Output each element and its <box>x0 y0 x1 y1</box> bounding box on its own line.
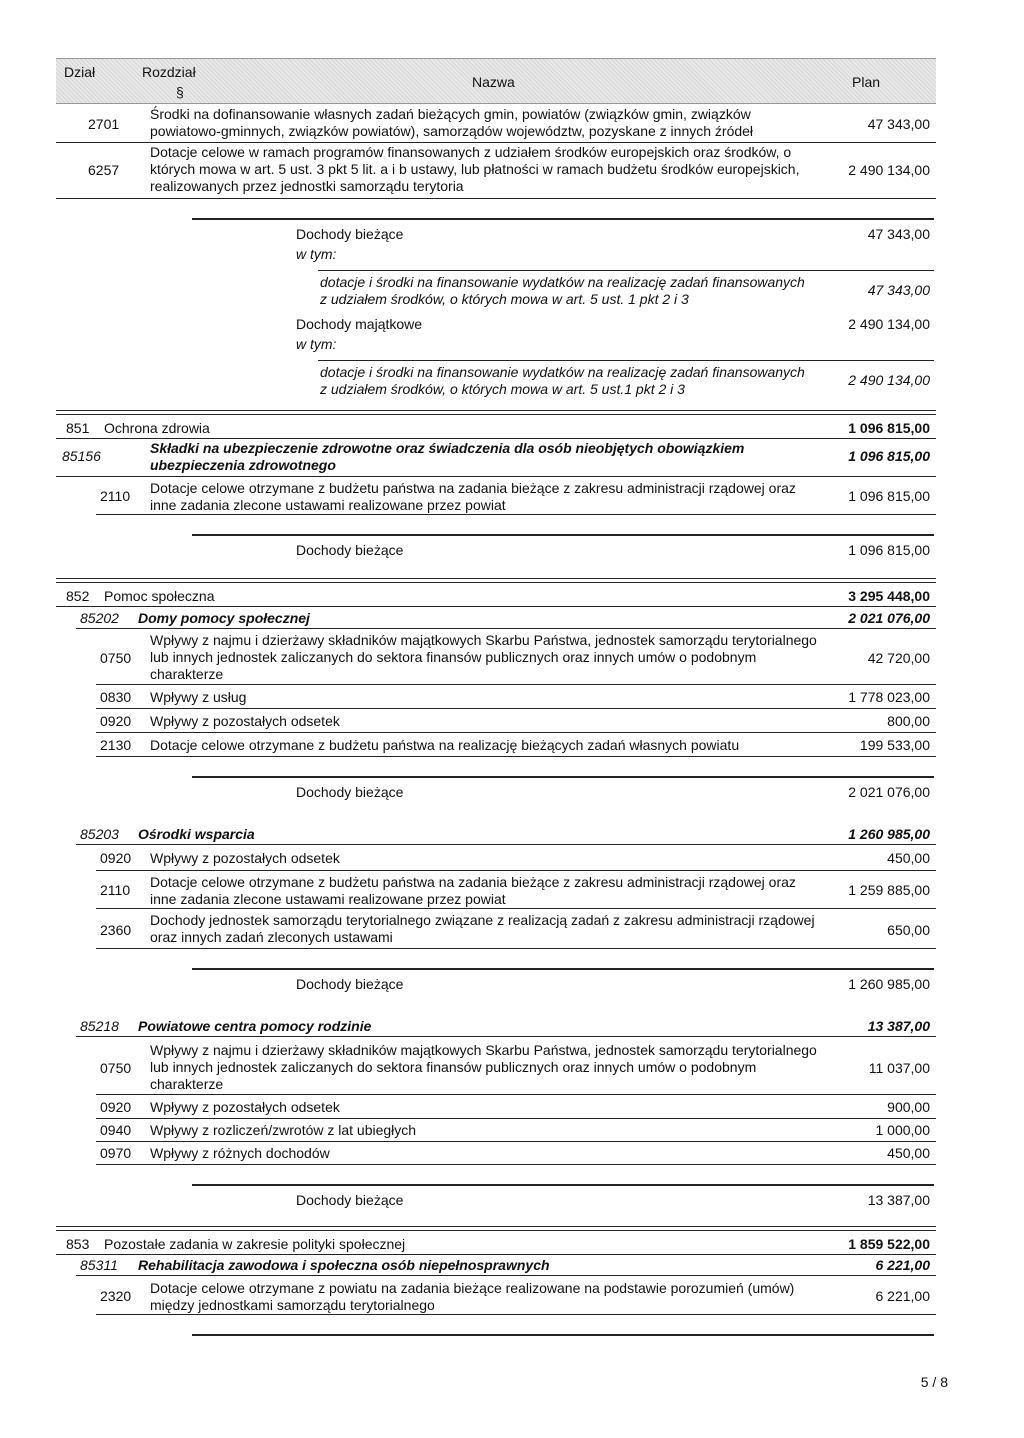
desc-line: lub innych jednostek zaliczanych do sektora finansów publicznych oraz innych umów o podobnym <box>150 1059 757 1075</box>
summary-label: Dochody bieżące <box>296 784 404 800</box>
header-dzial: Dział <box>64 64 96 80</box>
summary-label: Dochody majątkowe <box>296 316 423 332</box>
header-plan: Plan <box>852 74 881 90</box>
section-divider <box>56 582 936 583</box>
row-plan: 47 343,00 <box>867 116 930 132</box>
row-plan: 2 490 134,00 <box>848 162 930 178</box>
row-code: 2320 <box>100 1288 132 1304</box>
row-code: 0920 <box>100 850 132 866</box>
row-divider <box>76 628 936 629</box>
row-divider <box>96 1164 936 1165</box>
row-plan: 1 778 023,00 <box>848 689 930 705</box>
desc-line: inne zadania zlecone ustawami realizowane przez powiat <box>150 891 506 907</box>
row-code: 0920 <box>100 713 132 729</box>
summary-divider <box>318 360 934 361</box>
row-divider <box>56 142 936 143</box>
row-divider <box>96 1094 936 1095</box>
dzial-code: 851 <box>66 420 90 436</box>
row-code: 6257 <box>88 162 120 178</box>
summary-value: 47 343,00 <box>867 226 930 242</box>
section-divider <box>56 410 936 411</box>
rozdzial-plan: 6 221,00 <box>875 1257 930 1273</box>
row-plan: 1 096 815,00 <box>848 488 930 504</box>
row-description <box>150 632 817 683</box>
summary-detail <box>320 274 805 308</box>
rozdzial-name <box>150 440 744 474</box>
header-nazwa: Nazwa <box>472 74 515 90</box>
row-code: 0750 <box>100 1060 132 1076</box>
summary-divider <box>192 534 934 536</box>
desc-line: Dotacje celowe otrzymane z powiatu na zadania bieżące realizowane na podstawie porozumień (umów) <box>150 1280 795 1296</box>
page-number: 5 / 8 <box>920 1374 948 1390</box>
desc-line: Wpływy z najmu i dzierżawy składników majątkowych Skarbu Państwa, jednostek samorządu terytorialnego <box>150 632 817 648</box>
dzial-plan: 1 096 815,00 <box>848 420 930 436</box>
section-divider <box>56 578 936 579</box>
row-divider <box>96 1118 936 1119</box>
row-description <box>150 106 753 140</box>
summary-value: 13 387,00 <box>867 1192 930 1208</box>
summary-wtym: w tym: <box>296 246 337 262</box>
desc-line: charakterze <box>150 666 224 682</box>
row-code: 0970 <box>100 1145 132 1161</box>
row-divider <box>96 948 936 949</box>
row-code: 2110 <box>100 882 131 898</box>
summary-detail <box>320 364 805 398</box>
desc-line: których mowa w art. 5 ust. 3 pkt 5 lit. a i b ustawy, lub płatności w ramach budżetu środków europejskich, <box>150 161 800 177</box>
row-divider <box>96 908 936 909</box>
row-plan: 1 000,00 <box>875 1122 930 1138</box>
summary-detail-value: 2 490 134,00 <box>848 372 930 388</box>
row-plan: 42 720,00 <box>867 650 930 666</box>
row-code: 2110 <box>100 488 131 504</box>
summary-divider <box>192 776 934 778</box>
row-plan: 450,00 <box>887 1145 930 1161</box>
detail-line: z udziałem środków, o których mowa w art. 5 ust. 1 pkt 2 i 3 <box>320 291 689 307</box>
row-description <box>150 144 799 195</box>
summary-wtym: w tym: <box>296 336 337 352</box>
row-description <box>150 480 796 514</box>
desc-line: lub innych jednostek zaliczanych do sektora finansów publicznych oraz innych umów o podobnym <box>150 649 757 665</box>
row-divider <box>56 476 936 477</box>
row-plan: 1 259 885,00 <box>848 882 930 898</box>
row-code: 2360 <box>100 922 132 938</box>
row-description: Wpływy z usług <box>150 689 247 705</box>
desc-line: między jednostkami samorządu terytorialnego <box>150 1297 435 1313</box>
row-code: 2701 <box>88 116 120 132</box>
row-divider <box>56 1254 936 1255</box>
summary-value: 2 021 076,00 <box>848 784 930 800</box>
row-divider <box>76 1036 936 1037</box>
row-description <box>150 1280 794 1314</box>
dzial-code: 852 <box>66 588 90 604</box>
dzial-plan: 3 295 448,00 <box>848 588 930 604</box>
rozdzial-name: Domy pomocy społecznej <box>138 610 310 626</box>
summary-value: 1 260 985,00 <box>848 976 930 992</box>
row-plan: 6 221,00 <box>875 1288 930 1304</box>
row-description: Dotacje celowe otrzymane z budżetu państwa na realizację bieżących zadań własnych powiatu <box>150 737 740 753</box>
section-divider <box>56 414 936 415</box>
row-divider <box>56 438 936 439</box>
row-divider <box>96 1314 936 1315</box>
header-paragraf: § <box>176 84 184 100</box>
row-description: Wpływy z pozostałych odsetek <box>150 713 340 729</box>
dzial-name: Pomoc społeczna <box>104 588 215 604</box>
rozdzial-plan: 2 021 076,00 <box>848 610 930 626</box>
summary-label: Dochody bieżące <box>296 226 404 242</box>
summary-divider <box>192 968 934 970</box>
rozdzial-name: Rehabilitacja zawodowa i społeczna osób niepełnosprawnych <box>138 1257 550 1273</box>
desc-line: Wpływy z najmu i dzierżawy składników majątkowych Skarbu Państwa, jednostek samorządu terytorialnego <box>150 1042 817 1058</box>
summary-detail-value: 47 343,00 <box>867 282 930 298</box>
desc-line: Dotacje celowe otrzymane z budżetu państwa na zadania bieżące z zakresu administracji rządowej oraz <box>150 480 796 496</box>
summary-label: Dochody bieżące <box>296 1192 404 1208</box>
summary-divider <box>192 218 934 220</box>
rozdzial-code: 85156 <box>62 448 101 464</box>
summary-label: Dochody bieżące <box>296 542 404 558</box>
rozdzial-code: 85203 <box>80 826 119 842</box>
desc-line: inne zadania zlecone ustawami realizowane przez powiat <box>150 497 506 513</box>
row-divider <box>96 732 936 733</box>
header-rozdzial: Rozdział <box>142 64 196 80</box>
row-divider <box>56 606 936 607</box>
desc-line: Dochody jednostek samorządu terytorialnego związane z realizacją zadań z zakresu administracji rządowej <box>150 912 815 928</box>
dzial-code: 853 <box>66 1236 90 1252</box>
desc-line: Dotacje celowe w ramach programów finansowanych z udziałem środków europejskich oraz środków, o <box>150 144 792 160</box>
row-plan: 650,00 <box>887 922 930 938</box>
row-divider <box>96 708 936 709</box>
desc-line: realizowanych przez jednostki samorządu terytoria <box>150 178 464 194</box>
desc-line: charakterze <box>150 1076 224 1092</box>
row-plan: 450,00 <box>887 850 930 866</box>
summary-value: 2 490 134,00 <box>848 316 930 332</box>
row-code: 0830 <box>100 689 132 705</box>
summary-value: 1 096 815,00 <box>848 542 930 558</box>
summary-divider <box>192 1334 934 1336</box>
dzial-name: Ochrona zdrowia <box>104 420 210 436</box>
section-divider <box>56 1226 936 1227</box>
desc-line: Środki na dofinansowanie własnych zadań bieżących gmin, powiatów (związków gmin, związków <box>150 106 751 122</box>
row-divider <box>96 684 936 685</box>
dzial-plan: 1 859 522,00 <box>848 1236 930 1252</box>
summary-divider <box>192 1184 934 1186</box>
rozdzial-plan: 1 260 985,00 <box>848 826 930 842</box>
row-description: Wpływy z pozostałych odsetek <box>150 1099 340 1115</box>
desc-line: powiatowo-gminnych, związków powiatów), samorządów województw, pozyskane z innych źródeł <box>150 123 754 139</box>
row-divider <box>96 870 936 871</box>
desc-line: Składki na ubezpieczenie zdrowotne oraz świadczenia dla osób nieobjętych obowiązkiem <box>150 440 745 456</box>
row-description: Wpływy z pozostałych odsetek <box>150 850 340 866</box>
rozdzial-code: 85311 <box>80 1257 118 1273</box>
row-description <box>150 874 796 908</box>
row-plan: 800,00 <box>887 713 930 729</box>
row-divider <box>76 1275 936 1276</box>
summary-label: Dochody bieżące <box>296 976 404 992</box>
rozdzial-code: 85202 <box>80 610 119 626</box>
desc-line: ubezpieczenia zdrowotnego <box>150 457 336 473</box>
row-code: 0750 <box>100 650 132 666</box>
row-code: 0920 <box>100 1099 132 1115</box>
rozdzial-name: Powiatowe centra pomocy rodzinie <box>138 1018 372 1034</box>
row-description: Wpływy z rozliczeń/zwrotów z lat ubiegłych <box>150 1122 417 1138</box>
dzial-name: Pozostałe zadania w zakresie polityki społecznej <box>104 1236 406 1252</box>
section-divider <box>56 1230 936 1231</box>
detail-line: dotacje i środki na finansowanie wydatków na realizację zadań finansowanych <box>320 364 805 380</box>
rozdzial-name: Ośrodki wsparcia <box>138 826 255 842</box>
rozdzial-plan: 13 387,00 <box>867 1018 930 1034</box>
row-description <box>150 1042 817 1093</box>
detail-line: dotacje i środki na finansowanie wydatków na realizację zadań finansowanych <box>320 274 805 290</box>
row-plan: 199 533,00 <box>859 737 930 753</box>
row-plan: 900,00 <box>887 1099 930 1115</box>
summary-divider <box>318 270 934 271</box>
row-code: 2130 <box>100 737 132 753</box>
detail-line: z udziałem środków, o których mowa w art. 5 ust.1 pkt 2 i 3 <box>320 381 685 397</box>
row-plan: 11 037,00 <box>868 1060 930 1076</box>
row-code: 0940 <box>100 1122 132 1138</box>
desc-line: Dotacje celowe otrzymane z budżetu państwa na zadania bieżące z zakresu administracji rządowej oraz <box>150 874 796 890</box>
row-divider <box>76 844 936 845</box>
row-divider <box>96 1141 936 1142</box>
row-description: Wpływy z różnych dochodów <box>150 1145 330 1161</box>
rozdzial-plan: 1 096 815,00 <box>848 448 930 464</box>
row-divider <box>96 514 936 515</box>
row-divider <box>96 756 936 757</box>
rozdzial-code: 85218 <box>80 1018 119 1034</box>
row-divider <box>56 198 936 199</box>
row-description <box>150 912 815 946</box>
desc-line: oraz innych zadań zleconych ustawami <box>150 929 393 945</box>
